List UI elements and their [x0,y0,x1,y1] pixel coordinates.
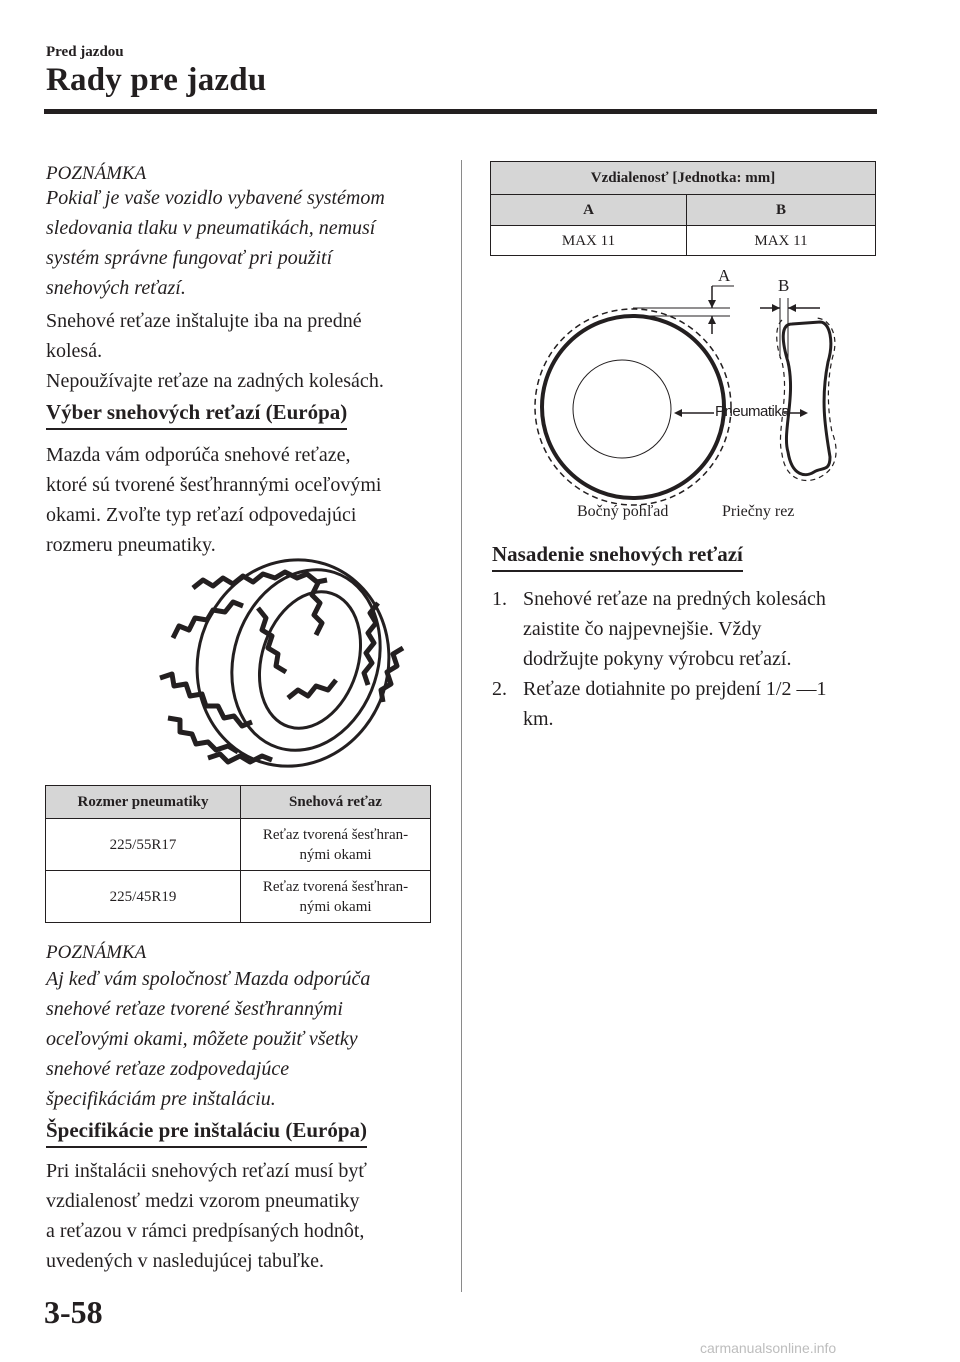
tire-size-table [45,785,431,923]
label-b: B [778,276,790,295]
table-row [46,819,431,871]
table-title: Vzdialenosť [Jednotka: mm] [491,162,876,195]
table-header: Snehová reťaz [241,786,431,819]
watermark: carmanualsonline.info [700,1340,837,1356]
tire-arrow-head-left [674,409,682,417]
note-heading: POZNÁMKA [46,163,147,184]
paragraph-recommendation: Mazda vám odporúča snehové reťaze, ktoré sú tvorené šesťhrannými oceľovými okami. Zvoľte typ reťazí odpovedajúci rozmeru pneumatiky. [46,444,382,556]
chain-type-cell: Reťaz tvorená šesťhran- nými okami [241,819,431,871]
table-header: Rozmer pneumatiky [46,786,241,819]
note-text: Aj keď vám spoločnosť Mazda odporúča snehové reťaze tvorené šesťhrannými oceľovými okami, môžete použiť všetky snehové reťaze zodpovedajúce špecifikáciám pre inštaláciu. [46,968,371,1110]
list-item: 1. Snehové reťaze na predných kolesách zaistite čo najpevnejšie. Vždy dodržujte pokyny výrobcu reťazí. [492,588,826,670]
subheading-chain-installation: Nasadenie snehových reťazí [492,542,743,572]
page-number: 3-58 [44,1294,103,1330]
chain-type-cell: Reťaz tvorená šesťhran- nými okami [241,871,431,923]
note-text: Pokiaľ je vaše vozidlo vybavené systémom sledovania tlaku v pneumatikách, nemusí systém správne fungovať pri použití snehových reťazí. [46,187,385,299]
a-arrow-head-top [708,300,716,308]
tire-arrow-head-right [800,409,808,417]
value-a-cell: MAX 11 [491,226,687,256]
table-row [491,226,876,256]
subheading-chain-selection: Výber snehových reťazí (Európa) [46,400,347,430]
label-tire: Pneumatika [715,403,790,420]
snow-chain-illustration [138,548,438,773]
value-b-cell: MAX 11 [687,226,876,256]
table-header: A [491,195,687,226]
note-heading: POZNÁMKA [46,942,147,963]
chain-cross-outline [777,318,836,481]
list-item: 2. Reťaze dotiahnite po prejdení 1/2 ―1 km. [492,678,827,730]
label-cross-section: Priečny rez [722,503,795,520]
tire-size-cell: 225/45R19 [46,871,241,923]
tire-outer-circle [542,316,724,498]
paragraph-front-wheels: Snehové reťaze inštalujte iba na predné kolesá. Nepoužívajte reťaze na zadných kolesách. [46,310,384,392]
paragraph-installation: Pri inštalácii snehových reťazí musí byť vzdialenosť medzi vzorom pneumatiky a reťazou v rámci predpísaných hodnôt, uvedených v nasledujúcej tabuľke. [46,1160,367,1272]
a-arrow-head-bottom [708,316,716,324]
page-title: Rady pre jazdu [46,62,267,98]
tire-cross-section [783,322,831,475]
rim-circle [573,360,671,458]
column-divider [461,160,462,1292]
label-a: A [718,266,731,285]
clearance-diagram [530,262,850,532]
table-header: B [687,195,876,226]
subheading-installation-specs: Špecifikácie pre inštaláciu (Európa) [46,1118,367,1148]
section-label: Pred jazdou [46,44,124,60]
label-side-view: Bočný pohľad [577,503,669,520]
b-arrow-head-right [788,304,796,312]
chain-outline [535,309,731,505]
table-header-row [46,786,431,819]
tire-size-cell: 225/55R17 [46,819,241,871]
b-arrow-head-left [772,304,780,312]
table-title-row [491,162,876,195]
clearance-table [490,161,876,256]
table-header-row [491,195,876,226]
table-row [46,871,431,923]
title-divider [44,109,877,114]
